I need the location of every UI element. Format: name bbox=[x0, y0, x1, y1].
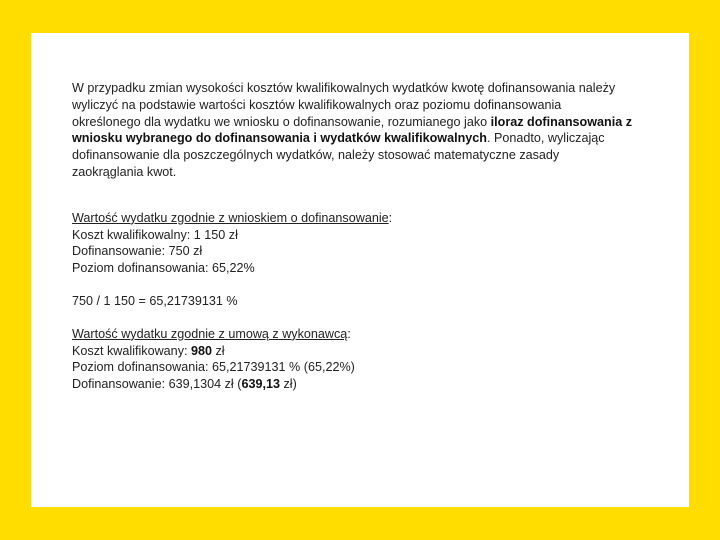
contract-cost-value: 980 bbox=[190, 343, 212, 358]
eligible-cost-line: Koszt kwalifikowalny: 1 150 zł bbox=[72, 227, 238, 242]
intro-text: W przypadku zmian wysokości kosztów kwalifikowalnych wydatków kwotę dofinansowania należy wyliczyć na podstawie wartości kosztów kwalifikowalnych oraz poziomu dofinansowania określonego dla wydatku we wniosku o dofinansowanie, rozumianego jako bbox=[72, 81, 616, 129]
intro-text-end: . Ponadto, wyliczając dofinansowanie dla poszczególnych wydatków, należy stosować matematyczne zasady zaokrąglania kwot. bbox=[72, 131, 605, 179]
contract-cost-line bbox=[72, 343, 632, 360]
contract-funding-line bbox=[72, 376, 632, 393]
application-heading: Wartość wydatku zgodnie z wnioskiem o dofinansowanie bbox=[72, 210, 389, 225]
contract-funding-unit: zł) bbox=[279, 377, 297, 392]
application-heading-line bbox=[72, 210, 632, 227]
application-values-block bbox=[72, 210, 632, 277]
contract-cost-unit: zł bbox=[212, 343, 225, 358]
intro-bold-text: iloraz dofinansowania z wniosku wybranego do dofinansowania i wydatków kwalifikowalnych bbox=[72, 114, 633, 146]
contract-heading: Wartość wydatku zgodnie z umową z wykonawcą bbox=[72, 326, 348, 341]
funding-level-line: Poziom dofinansowania: 65,22% bbox=[72, 261, 255, 276]
contract-heading-colon: : bbox=[347, 326, 351, 341]
contract-funding-label: Dofinansowanie: 639,1304 zł ( bbox=[72, 377, 242, 392]
application-heading-colon: : bbox=[388, 210, 393, 225]
intro-paragraph bbox=[72, 80, 632, 181]
funding-line: Dofinansowanie: 750 zł bbox=[72, 244, 203, 259]
contract-heading-line bbox=[72, 326, 632, 343]
contract-level-line: Poziom dofinansowania: 65,21739131 % (65,22%) bbox=[72, 360, 355, 375]
slide-content bbox=[72, 80, 632, 393]
contract-values-block bbox=[72, 326, 632, 393]
contract-cost-label: Koszt kwalifikowany: bbox=[72, 343, 191, 358]
contract-funding-value: 639,13 bbox=[241, 377, 280, 392]
calculation-line: 750 / 1 150 = 65,21739131 % bbox=[72, 293, 238, 308]
slide-page bbox=[31, 33, 689, 507]
